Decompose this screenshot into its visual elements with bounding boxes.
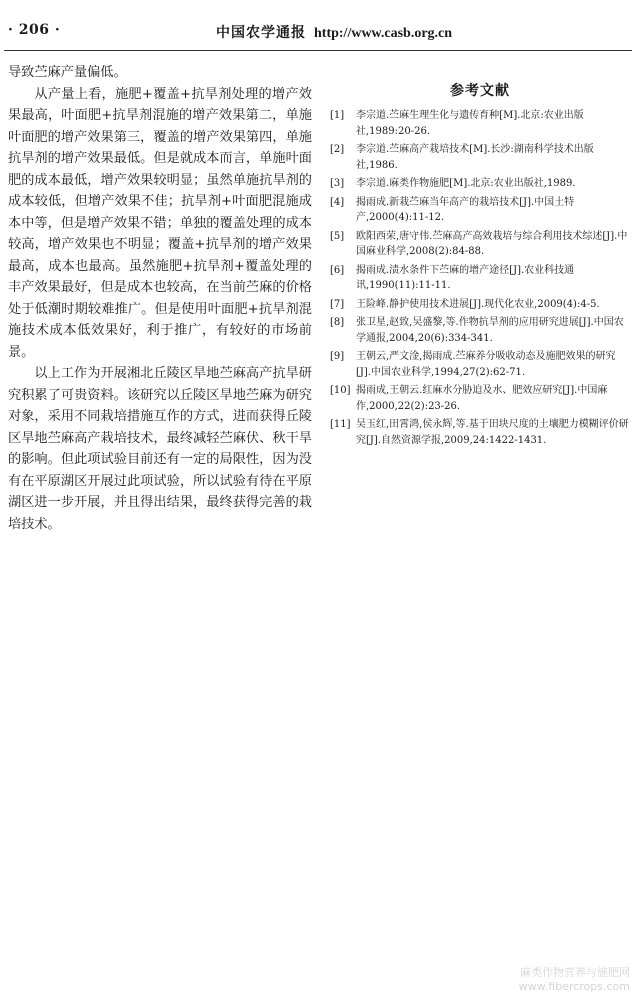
reference-number: [7] — [330, 298, 345, 310]
reference-item — [330, 263, 630, 294]
reference-number: [8] — [330, 317, 345, 328]
reference-text: 王险峰.静护使用技术进展[J].现代化农业,2009(4):4-5. — [356, 298, 600, 310]
reference-number: [5] — [330, 230, 345, 242]
reference-number: [9] — [330, 351, 345, 362]
reference-text: 王朝云,严文淦,揭雨成.苎麻养分吸收动态及施肥效果的研究[J].中国农业科学,1994,27(2):62-71. — [356, 351, 616, 378]
references-section — [330, 80, 630, 451]
body-text-column — [8, 62, 312, 535]
reference-number: [2] — [330, 144, 345, 155]
reference-text: 张卫星,赵致,吴盛黎,等.作物抗旱剂的应用研究进展[J].中国农学通报,2004,20(6):334-341. — [356, 317, 624, 344]
body-paragraph: 导致苎麻产量偏低。 — [8, 65, 127, 80]
journal-name: 中国农学通报 — [216, 25, 306, 41]
body-paragraph: 从产量上看，施肥+覆盖+抗旱剂处理的增产效果最高，叶面肥+抗旱剂混施的增产效果第二，单施叶面肥的增产效果第三，覆盖的增产效果第四，单施抗旱剂的增产效果最低。但是就成本而言，单施叶面肥的成本最低，增产效果较明显；虽然单施抗旱剂的成本较低，但增产效果不佳；抗旱剂+叶面肥混施成本中等，但是增产效果不错；单独的覆盖处理的成本较高，增产效果也不明显；覆盖+抗旱剂的增产效果最高，成本也最高。虽然施肥+抗旱剂+覆盖处理的丰产效果最好，但是成本也较高，在当前苎麻的价格处于低潮时期较难推广。但是使用叶面肥+抗旱剂混施技术成本低效果好，利于推广，有较好的市场前景。 — [8, 86, 312, 360]
reference-number: [1] — [330, 110, 345, 121]
reference-item — [330, 195, 630, 226]
reference-text: 李宗道.苎麻生理生化与遗传育种[M].北京:农业出版社,1989:20-26. — [356, 110, 584, 137]
reference-text: 李宗道.麻类作物施肥[M].北京:农业出版社,1989. — [356, 178, 576, 189]
watermark-site-name: 麻类作物营养与施肥网 — [520, 966, 630, 979]
reference-text: 吴玉红,田霄鸿,侯永辉,等.基于田块尺度的土壤肥力模糊评价研究[J].自然资源学报,2009,24:1422-1431. — [356, 419, 629, 446]
reference-text: 李宗道.苎麻高产栽培技术[M].长沙:湖南科学技术出版社,1986. — [356, 144, 594, 171]
journal-url: http://www.casb.org.cn — [314, 26, 453, 41]
header-rule — [4, 50, 632, 51]
reference-item — [330, 297, 630, 313]
journal-running-head — [216, 22, 452, 42]
reference-list — [330, 108, 630, 448]
references-title: 参考文献 — [450, 83, 510, 99]
reference-number: [10] — [330, 385, 351, 396]
site-watermark — [519, 966, 630, 994]
reference-item — [330, 383, 630, 414]
reference-number: [11] — [330, 419, 351, 430]
reference-text: 欧阳西荣,唐守伟.苎麻高产高效栽培与综合利用技术综述[J].中国麻业科学,2008(2):84-88. — [356, 230, 628, 257]
reference-number: [3] — [330, 178, 345, 189]
reference-item — [330, 349, 630, 380]
reference-item — [330, 108, 630, 139]
page-number: · 206 · — [8, 22, 61, 38]
reference-item — [330, 315, 630, 346]
reference-item — [330, 142, 630, 173]
reference-text: 揭雨成.新栽苎麻当年高产的栽培技术[J].中国土特产,2000(4):11-12. — [356, 196, 575, 223]
page-header — [0, 0, 640, 52]
reference-text: 揭雨成,王朝云.红麻水分胁迫及水、肥效应研究[J].中国麻作,2000,22(2):23-26. — [356, 385, 608, 412]
body-paragraph: 以上工作为开展湘北丘陵区旱地苎麻高产抗旱研究积累了可贵资料。该研究以丘陵区旱地苎麻为研究对象，采用不同栽培措施互作的方式，进而获得丘陵区旱地苎麻高产栽培技术，最终减轻苎麻伏、秋干旱的影响。但此项试验目前还有一定的局限性，因为没有在平原湖区开展过此项试验，所以试验有待在平原湖区进一步开展，并且得出结果，最终获得完善的栽培技术。 — [8, 366, 312, 532]
reference-number: [4] — [330, 196, 345, 208]
reference-item — [330, 176, 630, 192]
reference-text: 揭雨成.渍水条件下苎麻的增产途径[J].农业科技通讯,1990(11):11-11. — [356, 264, 575, 291]
reference-item — [330, 229, 630, 260]
reference-item — [330, 417, 630, 448]
reference-number: [6] — [330, 264, 345, 276]
watermark-site-url: www.fibercrops.com — [518, 980, 630, 993]
